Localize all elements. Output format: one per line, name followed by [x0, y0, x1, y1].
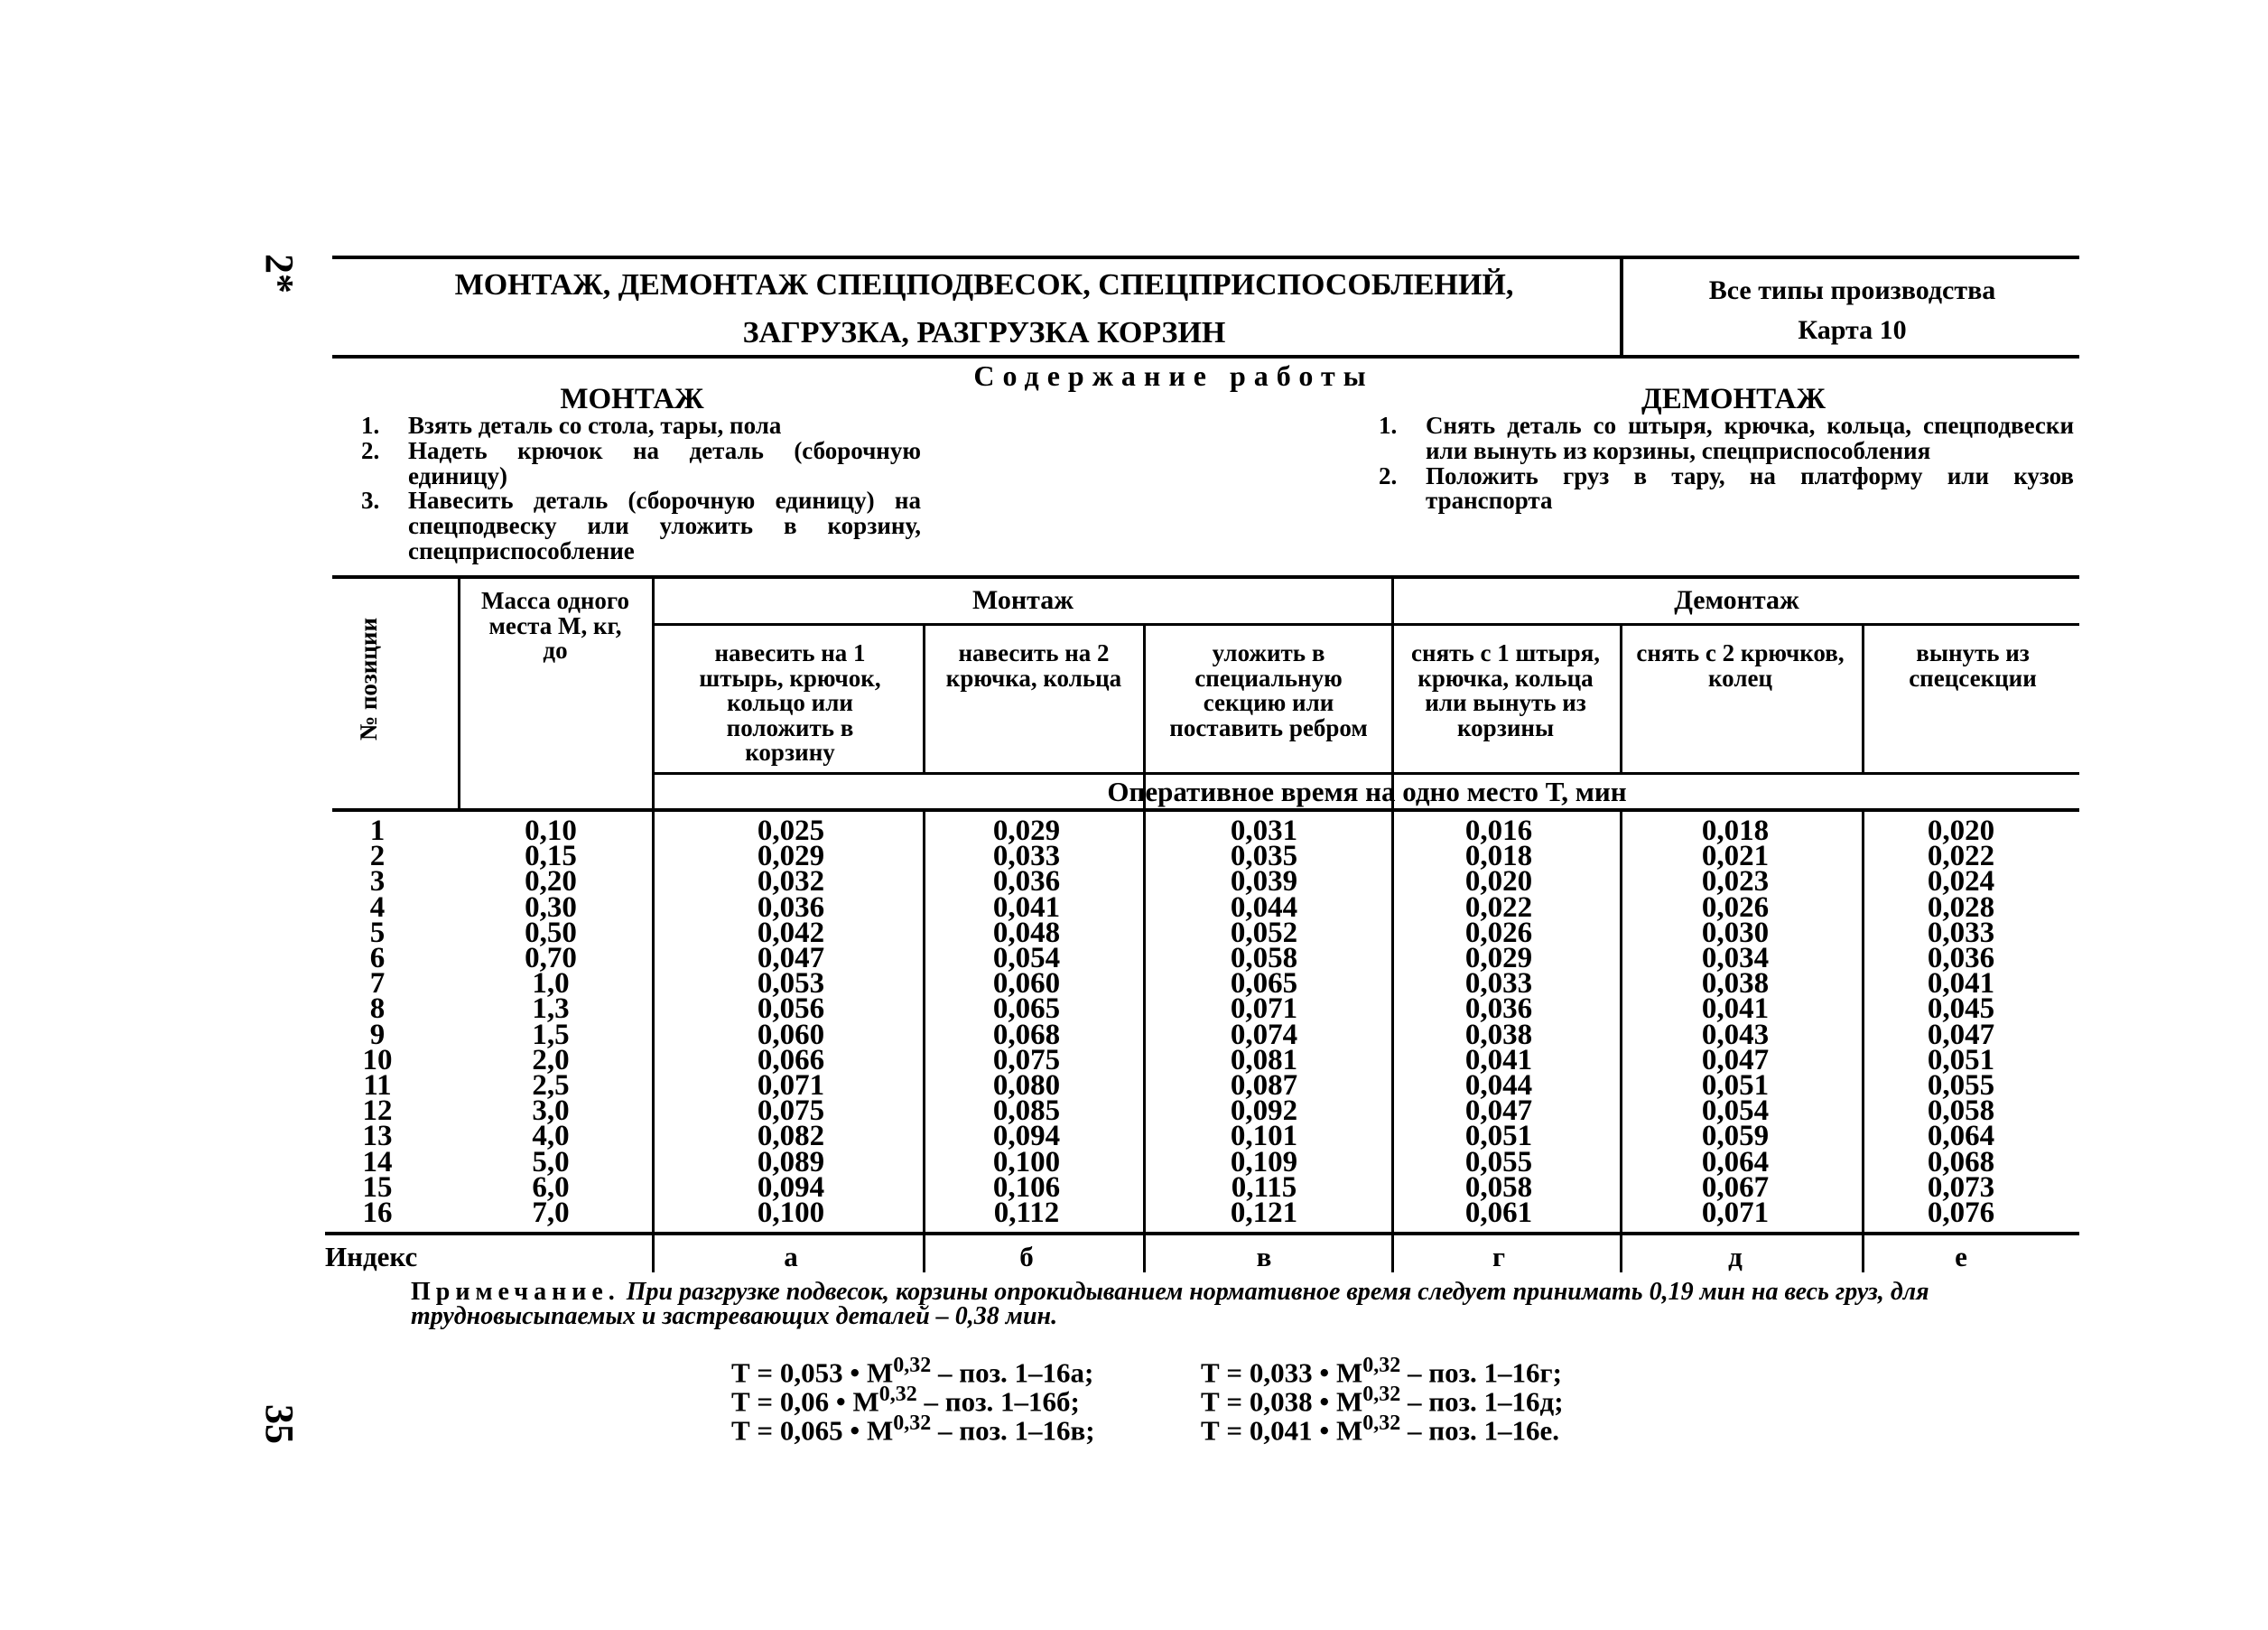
table-cell: 7	[369, 967, 386, 1001]
formula-left: Т = 0,038 • М	[1201, 1385, 1363, 1418]
col-rule-b	[1143, 623, 1146, 1272]
table-cell: 0,018	[1701, 815, 1770, 847]
table-cell: 0,043	[1701, 1018, 1770, 1051]
formula-left: Т = 0,06 • М	[731, 1385, 879, 1418]
table-cell: 0,060	[992, 967, 1061, 1001]
table-cell: 0,068	[1927, 1145, 1995, 1178]
table-cell: 0,047	[1701, 1043, 1770, 1076]
header-top-rule	[332, 256, 2079, 259]
step-number: 2.	[1379, 461, 1398, 489]
table-cell: 0,060	[757, 1018, 825, 1051]
table-cell: 0,053	[757, 967, 825, 1001]
step-text: Навесить деталь (сборочную единицу) на спецподвеску или уложить в корзину, спецприспособление	[408, 487, 921, 564]
formula-left: Т = 0,041 • М	[1201, 1414, 1363, 1447]
table-cell: 14	[362, 1145, 393, 1178]
table-cell: 6,0	[532, 1170, 570, 1204]
table-cell: 0,087	[1230, 1069, 1298, 1103]
montage-step-2	[361, 436, 921, 489]
formula-tail: – поз. 1–16д;	[1400, 1385, 1564, 1418]
table-cell: 0,029	[992, 815, 1061, 847]
montage-step-3	[361, 489, 921, 564]
header-production	[1625, 271, 2079, 349]
col-rule-a	[923, 623, 925, 775]
demontage-title: ДЕМОНТАЖ	[1641, 383, 1826, 415]
table-cell: 0,020	[1927, 815, 1995, 847]
formula-tail: – поз. 1–16г;	[1400, 1356, 1562, 1389]
table-cell: 0,20	[525, 865, 577, 899]
table-cell: 4,0	[532, 1120, 570, 1153]
table-cell: 0,051	[1701, 1069, 1770, 1103]
group-header-demontage: Демонтаж	[1674, 585, 1799, 615]
table-cell: 6	[369, 942, 386, 975]
table-cell: 0,024	[1927, 865, 1995, 899]
table-cell: 0,038	[1464, 1018, 1533, 1051]
table-cell: 0,045	[1927, 992, 1995, 1026]
col-header-e: вынуть из спецсекции	[1909, 639, 2037, 692]
table-cell: 0,030	[1701, 916, 1770, 949]
table-cell: 0,025	[757, 815, 825, 847]
formula-pos-b	[731, 1383, 1201, 1418]
step-text: Надеть крючок на деталь (сборочную единицу)	[408, 436, 921, 489]
table-cell: 0,109	[1230, 1145, 1298, 1178]
demontage-step-1	[1379, 414, 2074, 464]
index-b: б	[1019, 1241, 1034, 1272]
col-header-b: навесить на 2 крючка, кольца	[945, 639, 1122, 692]
formula-row-3	[731, 1411, 1724, 1447]
column-v	[1210, 815, 1318, 1230]
time-caption: Оперативное время на одно место Т, мин	[1107, 776, 1627, 807]
table-cell: 0,052	[1230, 916, 1298, 949]
col-header-g: снять с 1 штыря, крючка, кольца или вынуть из корзины	[1411, 639, 1600, 741]
table-cell: 2	[369, 840, 386, 873]
header-divider	[1620, 258, 1623, 356]
table-cell: 0,035	[1230, 840, 1298, 873]
step-text: Положить груз в тару, на платформу или кузов транспорта	[1426, 461, 2074, 515]
table-cell: 0,080	[992, 1069, 1061, 1103]
table-cell: 0,067	[1701, 1170, 1770, 1204]
table-cell: 0,018	[1464, 840, 1533, 873]
table-cell: 0,065	[992, 992, 1061, 1026]
col-header-d: снять с 2 крючков, колец	[1636, 639, 1845, 692]
table-cell: 0,041	[1701, 992, 1770, 1026]
table-cell: 0,101	[1230, 1120, 1298, 1153]
formula-exponent: 0,32	[1362, 1411, 1401, 1436]
table-cell: 9	[369, 1018, 386, 1051]
table-cell: 0,094	[992, 1120, 1061, 1153]
formula-pos-d	[1201, 1383, 1564, 1418]
montage-step-1	[361, 414, 921, 439]
table-cell: 0,044	[1230, 890, 1298, 924]
column-mass	[506, 815, 596, 1230]
table-cell: 0,038	[1701, 967, 1770, 1001]
table-cell: 4	[369, 890, 386, 924]
formula-row-1	[731, 1354, 1724, 1389]
table-cell: 0,085	[992, 1094, 1061, 1128]
col-rule-g	[1620, 623, 1622, 775]
table-cell: 0,055	[1464, 1145, 1533, 1178]
table-cell: 8	[369, 992, 386, 1026]
col-rule-d-data	[1862, 808, 1864, 1272]
table-cell: 0,036	[992, 865, 1061, 899]
index-v: в	[1256, 1241, 1272, 1272]
formula-exponent: 0,32	[878, 1383, 917, 1407]
demontage-steps	[1379, 414, 2074, 514]
col-rule-position	[458, 575, 460, 808]
column-a	[737, 815, 845, 1230]
table-cell: 0,089	[757, 1145, 825, 1178]
column-g	[1445, 815, 1553, 1230]
group-rule	[652, 623, 2079, 626]
table-cell: 0,031	[1230, 815, 1298, 847]
formula-exponent: 0,32	[1362, 1383, 1401, 1407]
table-cell: 0,055	[1927, 1069, 1995, 1103]
card-title-line2: ЗАГРУЗКА, РАЗГРУЗКА КОРЗИН	[742, 315, 1226, 349]
table-cell: 15	[362, 1170, 393, 1204]
table-cell: 0,047	[1927, 1018, 1995, 1051]
table-cell: 0,047	[757, 942, 825, 975]
table-cell: 2,5	[532, 1069, 570, 1103]
column-d	[1681, 815, 1789, 1230]
table-cell: 0,071	[1230, 992, 1298, 1026]
subheader-rule	[652, 772, 2079, 775]
table-cell: 0,106	[992, 1170, 1061, 1204]
table-cell: 0,076	[1927, 1197, 1995, 1230]
formula-pos-e	[1201, 1411, 1560, 1447]
table-cell: 0,056	[757, 992, 825, 1026]
data-bottom-rule	[325, 1232, 2079, 1235]
note-label: Примечание.	[411, 1278, 620, 1306]
sheet-mark: 2*	[257, 254, 302, 293]
table-cell: 0,059	[1701, 1120, 1770, 1153]
table-cell: 0,068	[992, 1018, 1061, 1051]
table-cell: 3	[369, 865, 386, 899]
formula-exponent: 0,32	[1362, 1354, 1401, 1377]
table-cell: 0,033	[1464, 967, 1533, 1001]
table-cell: 0,064	[1927, 1120, 1995, 1153]
table-cell: 0,041	[992, 890, 1061, 924]
table-cell: 13	[362, 1120, 393, 1153]
table-cell: 0,034	[1701, 942, 1770, 975]
step-text: Снять деталь со штыря, крючка, кольца, спецподвески или вынуть из корзины, спецприспособления	[1426, 412, 2074, 464]
card-title	[397, 262, 1571, 357]
table-cell: 0,50	[525, 916, 577, 949]
table-cell: 0,016	[1464, 815, 1533, 847]
table-cell: 0,15	[525, 840, 577, 873]
card-number: Карта 10	[1798, 314, 1907, 345]
table-cell: 0,026	[1464, 916, 1533, 949]
table-cell: 0,026	[1701, 890, 1770, 924]
table-cell: 0,082	[757, 1120, 825, 1153]
table-cell: 0,033	[992, 840, 1061, 873]
formula-left: Т = 0,065 • М	[731, 1414, 894, 1447]
table-cell: 0,051	[1927, 1043, 1995, 1076]
demontage-step-2	[1379, 461, 2074, 515]
production-type: Все типы производства	[1708, 275, 1996, 305]
table-cell: 0,075	[757, 1094, 825, 1128]
table-cell: 0,70	[525, 942, 577, 975]
table-cell: 0,029	[1464, 942, 1533, 975]
table-cell: 0,061	[1464, 1197, 1533, 1230]
table-cell: 1	[369, 815, 386, 847]
formula-exponent: 0,32	[893, 1354, 932, 1377]
table-cell: 3,0	[532, 1094, 570, 1128]
table-cell: 0,058	[1927, 1094, 1995, 1128]
formula-left: Т = 0,053 • М	[731, 1356, 894, 1389]
formula-tail: – поз. 1–16б;	[916, 1385, 1080, 1418]
table-cell: 0,071	[1701, 1197, 1770, 1230]
index-g: г	[1492, 1241, 1506, 1272]
table-cell: 0,065	[1230, 967, 1298, 1001]
col-rule-d	[1862, 623, 1864, 775]
table-cell: 0,021	[1701, 840, 1770, 873]
card-title-line1: МОНТАЖ, ДЕМОНТАЖ СПЕЦПОДВЕСОК, СПЕЦПРИСПОСОБЛЕНИЙ,	[454, 268, 1514, 302]
table-cell: 1,5	[532, 1018, 570, 1051]
table-cell: 11	[363, 1069, 392, 1103]
page-number: 35	[257, 1404, 302, 1444]
formulas	[731, 1354, 1724, 1447]
formula-pos-v	[731, 1411, 1201, 1447]
index-label: Индекс	[325, 1241, 418, 1272]
index-a: а	[784, 1241, 798, 1272]
montage-title: МОНТАЖ	[560, 383, 704, 415]
table-cell: 0,029	[757, 840, 825, 873]
table-cell: 5	[369, 916, 386, 949]
col-header-v: уложить в специальную секцию или поставить ребром	[1169, 639, 1368, 741]
column-positions	[332, 815, 423, 1230]
table-cell: 0,036	[757, 890, 825, 924]
table-cell: 0,30	[525, 890, 577, 924]
formula-tail: – поз. 1–16а;	[931, 1356, 1094, 1389]
column-e	[1907, 815, 2015, 1230]
formula-pos-g	[1201, 1354, 1562, 1389]
table-cell: 0,023	[1701, 865, 1770, 899]
table-cell: 0,020	[1464, 865, 1533, 899]
table-cell: 0,071	[757, 1069, 825, 1103]
formula-exponent: 0,32	[893, 1411, 932, 1436]
table-cell: 0,022	[1464, 890, 1533, 924]
note-text: При разгрузке подвесок, корзины опрокидыванием нормативное время следует принимать 0,19 мин на весь груз, для трудновысыпаемых и застревающих деталей – 0,38 мин.	[411, 1278, 1929, 1330]
table-cell: 0,075	[992, 1043, 1061, 1076]
table-cell: 0,054	[992, 942, 1061, 975]
table-cell: 12	[362, 1094, 393, 1128]
table-cell: 0,100	[992, 1145, 1061, 1178]
col-rule-montage	[1391, 575, 1394, 1272]
table-cell: 0,054	[1701, 1094, 1770, 1128]
step-number: 2.	[361, 436, 380, 464]
table-cell: 0,100	[757, 1197, 825, 1230]
table-cell: 0,048	[992, 916, 1061, 949]
table-cell: 0,121	[1230, 1197, 1298, 1230]
note	[411, 1278, 2077, 1330]
group-header-montage: Монтаж	[971, 585, 1074, 615]
table-cell: 0,073	[1927, 1170, 1995, 1204]
table-cell: 0,064	[1701, 1145, 1770, 1178]
table-cell: 0,092	[1230, 1094, 1298, 1128]
table-cell: 0,044	[1464, 1069, 1533, 1103]
table-cell: 0,036	[1927, 942, 1995, 975]
work-content-title: Содержание работы	[973, 359, 1374, 392]
step-number: 3.	[361, 487, 380, 515]
table-cell: 0,074	[1230, 1018, 1298, 1051]
table-cell: 0,112	[993, 1197, 1060, 1230]
data-top-rule	[332, 808, 2079, 812]
step-text: Взять деталь со стола, тары, пола	[408, 412, 782, 439]
table-cell: 0,033	[1927, 916, 1995, 949]
step-number: 1.	[1379, 412, 1398, 439]
table-cell: 0,081	[1230, 1043, 1298, 1076]
column-b	[972, 815, 1081, 1230]
table-cell: 2,0	[532, 1043, 570, 1076]
table-cell: 0,036	[1464, 992, 1533, 1026]
col-rule-g-data	[1620, 808, 1622, 1272]
table-cell: 0,047	[1464, 1094, 1533, 1128]
col-rule-mass	[652, 575, 655, 1272]
table-cell: 0,058	[1464, 1170, 1533, 1204]
table-cell: 0,032	[757, 865, 825, 899]
table-cell: 0,042	[757, 916, 825, 949]
table-cell: 0,041	[1927, 967, 1995, 1001]
formula-pos-a	[731, 1354, 1201, 1389]
table-cell: 16	[362, 1197, 393, 1230]
formula-left: Т = 0,033 • М	[1201, 1356, 1363, 1389]
table-cell: 1,0	[532, 967, 570, 1001]
table-cell: 0,094	[757, 1170, 825, 1204]
table-cell: 0,115	[1231, 1170, 1297, 1204]
table-cell: 0,039	[1230, 865, 1298, 899]
table-cell: 0,066	[757, 1043, 825, 1076]
table-cell: 0,058	[1230, 942, 1298, 975]
table-cell: 1,3	[532, 992, 570, 1026]
index-d: д	[1728, 1241, 1743, 1272]
table-cell: 0,022	[1927, 840, 1995, 873]
formula-tail: – поз. 1–16е.	[1400, 1414, 1560, 1447]
table-cell: 5,0	[532, 1145, 570, 1178]
table-cell: 0,041	[1464, 1043, 1533, 1076]
table-top-rule	[332, 575, 2079, 579]
col-rule-a-data	[923, 808, 925, 1272]
table-cell: 0,10	[525, 815, 577, 847]
col-header-a: навесить на 1 штырь, крючок, кольцо или положить в корзину	[699, 639, 881, 767]
col-header-position: № позиции	[355, 618, 382, 741]
table-cell: 10	[362, 1043, 393, 1076]
table-cell: 7,0	[532, 1197, 570, 1230]
formula-tail: – поз. 1–16в;	[931, 1414, 1095, 1447]
table-cell: 0,028	[1927, 890, 1995, 924]
formula-row-2	[731, 1383, 1724, 1418]
table-cell: 0,051	[1464, 1120, 1533, 1153]
montage-steps	[361, 414, 921, 564]
col-header-mass: Масса одного места М, кг, до	[480, 587, 630, 665]
index-e: е	[1955, 1241, 1967, 1272]
step-number: 1.	[361, 412, 380, 439]
